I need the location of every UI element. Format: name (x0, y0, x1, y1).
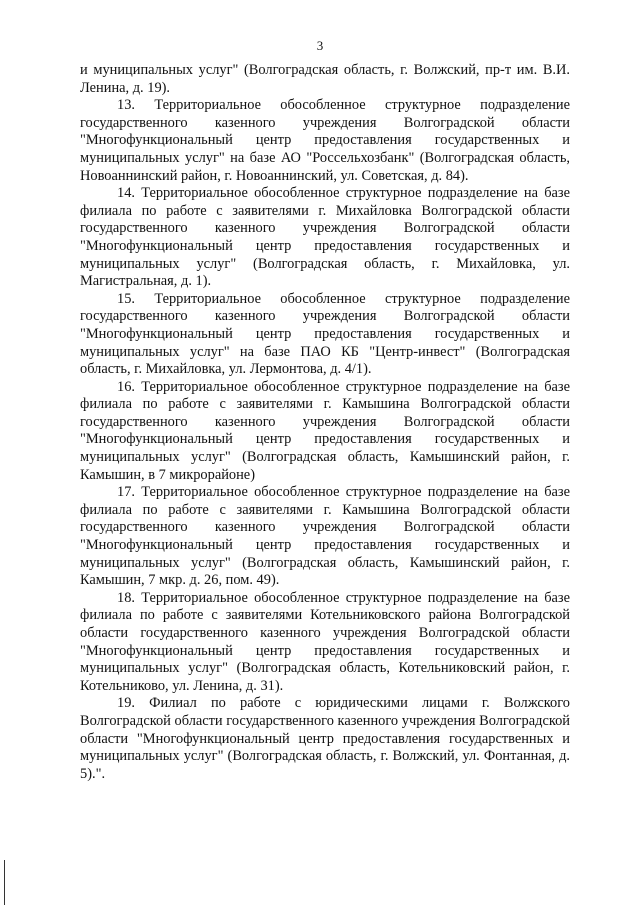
paragraph-item-13: 13. Территориальное обособленное структурное подразделение государственного казенного учреждения Волгоградской области "Многофункциональный центр предоставления государственных и муниципальных услуг" на базе АО "Россельхозбанк" (Волгоградская область, Новоаннинский район, г. Новоаннинский, ул. Советская, д. 84). (80, 97, 570, 184)
paragraph-item-15: 15. Территориальное обособленное структурное подразделение государственного казенного учреждения Волгоградской области "Многофункциональный центр предоставления государственных и муниципальных услуг" на базе ПАО КБ "Центр-инвест" (Волгоградская область, г. Михайловка, ул. Лермонтова, д. 4/1). (80, 290, 570, 378)
paragraph-item-14: 14. Территориальное обособленное структурное подразделение на базе филиала по работе с заявителями г. Михайловка Волгоградской области государственного казенного учреждения Волгоградской области "Многофункциональный центр предоставления государственных и муниципальных услуг" (Волгоградская область, г. Михайловка, ул. Магистральная, д. 1). (80, 185, 570, 290)
document-body (80, 62, 570, 783)
scan-margin-line (4, 860, 5, 905)
paragraph-item-19: 19. Филиал по работе с юридическими лицами г. Волжского Волгоградской области государственного казенного учреждения Волгоградской области "Многофункциональный центр предоставления государственных и муниципальных услуг" (Волгоградская область, г. Волжский, ул. Фонтанная, д. 5).". (80, 695, 570, 782)
paragraph-item-17: 17. Территориальное обособленное структурное подразделение на базе филиала по работе с заявителями г. Камышина Волгоградской области государственного казенного учреждения Волгоградской области "Многофункциональный центр предоставления государственных и муниципальных услуг" (Волгоградская область, Камышинский район, г. Камышин, 7 мкр. д. 26, пом. 49). (80, 484, 570, 589)
paragraph-continuation: и муниципальных услуг" (Волгоградская область, г. Волжский, пр-т им. В.И. Ленина, д. 19). (80, 62, 570, 96)
paragraph-item-16: 16. Территориальное обособленное структурное подразделение на базе филиала по работе с заявителями г. Камышина Волгоградской области государственного казенного учреждения Волгоградской области "Многофункциональный центр предоставления государственных и муниципальных услуг" (Волгоградская область, Камышинский район, г. Камышин, в 7 микрорайоне) (80, 378, 570, 483)
paragraph-item-18: 18. Территориальное обособленное структурное подразделение на базе филиала по работе с заявителями Котельниковского района Волгоградской области государственного казенного учреждения Волгоградской области "Многофункциональный центр предоставления государственных и муниципальных услуг" (Волгоградская область, Котельниковский район, г. Котельниково, ул. Ленина, д. 31). (80, 589, 570, 694)
page-number: 3 (316, 38, 324, 53)
